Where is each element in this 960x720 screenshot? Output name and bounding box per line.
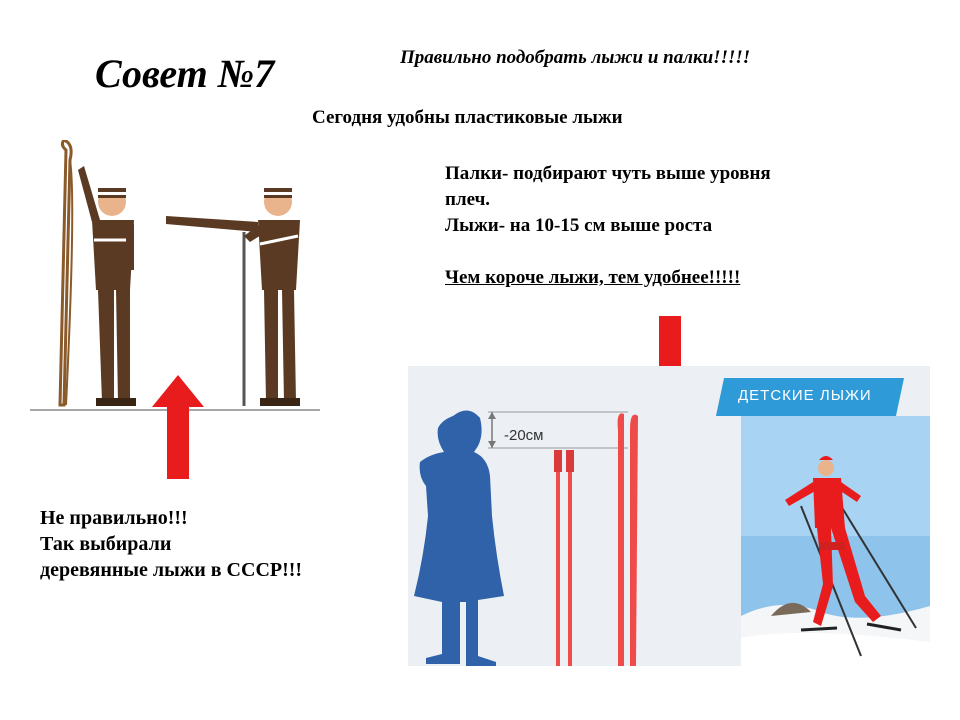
wrong-line-chose: Так выбирали — [40, 533, 172, 555]
wrong-line-wooden: деревянные лыжи в СССР!!! — [40, 559, 303, 581]
kids-skis — [608, 410, 648, 666]
info-text: Сегодня удобны пластиковые лыжи — [312, 107, 623, 128]
advice-line-skis: Лыжи- на 10-15 см выше роста — [445, 215, 713, 236]
advice-block — [445, 161, 771, 291]
advice-line-poles: Палки- подбирают чуть выше уровня — [445, 163, 771, 184]
slide-subtitle: Правильно подобрать лыжи и палки!!!!! — [400, 47, 751, 68]
advice-line-shoulders: плеч. — [445, 189, 491, 210]
measure-label: -20см — [504, 427, 544, 444]
slide-title: Совет №7 — [95, 51, 275, 96]
advice-line-shorter: Чем короче лыжи, тем удобнее!!!!! — [445, 267, 741, 288]
kids-skis-badge-label: ДЕТСКИЕ ЛЫЖИ — [738, 387, 872, 404]
wrong-method-text — [40, 505, 302, 583]
figure-boy-ski — [78, 166, 136, 406]
wrong-line-title: Не правильно!!! — [40, 507, 188, 529]
kids-skis-panel — [408, 366, 930, 666]
kids-poles — [548, 446, 588, 666]
skier-photo — [741, 416, 930, 666]
arrow-up-icon — [150, 373, 206, 481]
